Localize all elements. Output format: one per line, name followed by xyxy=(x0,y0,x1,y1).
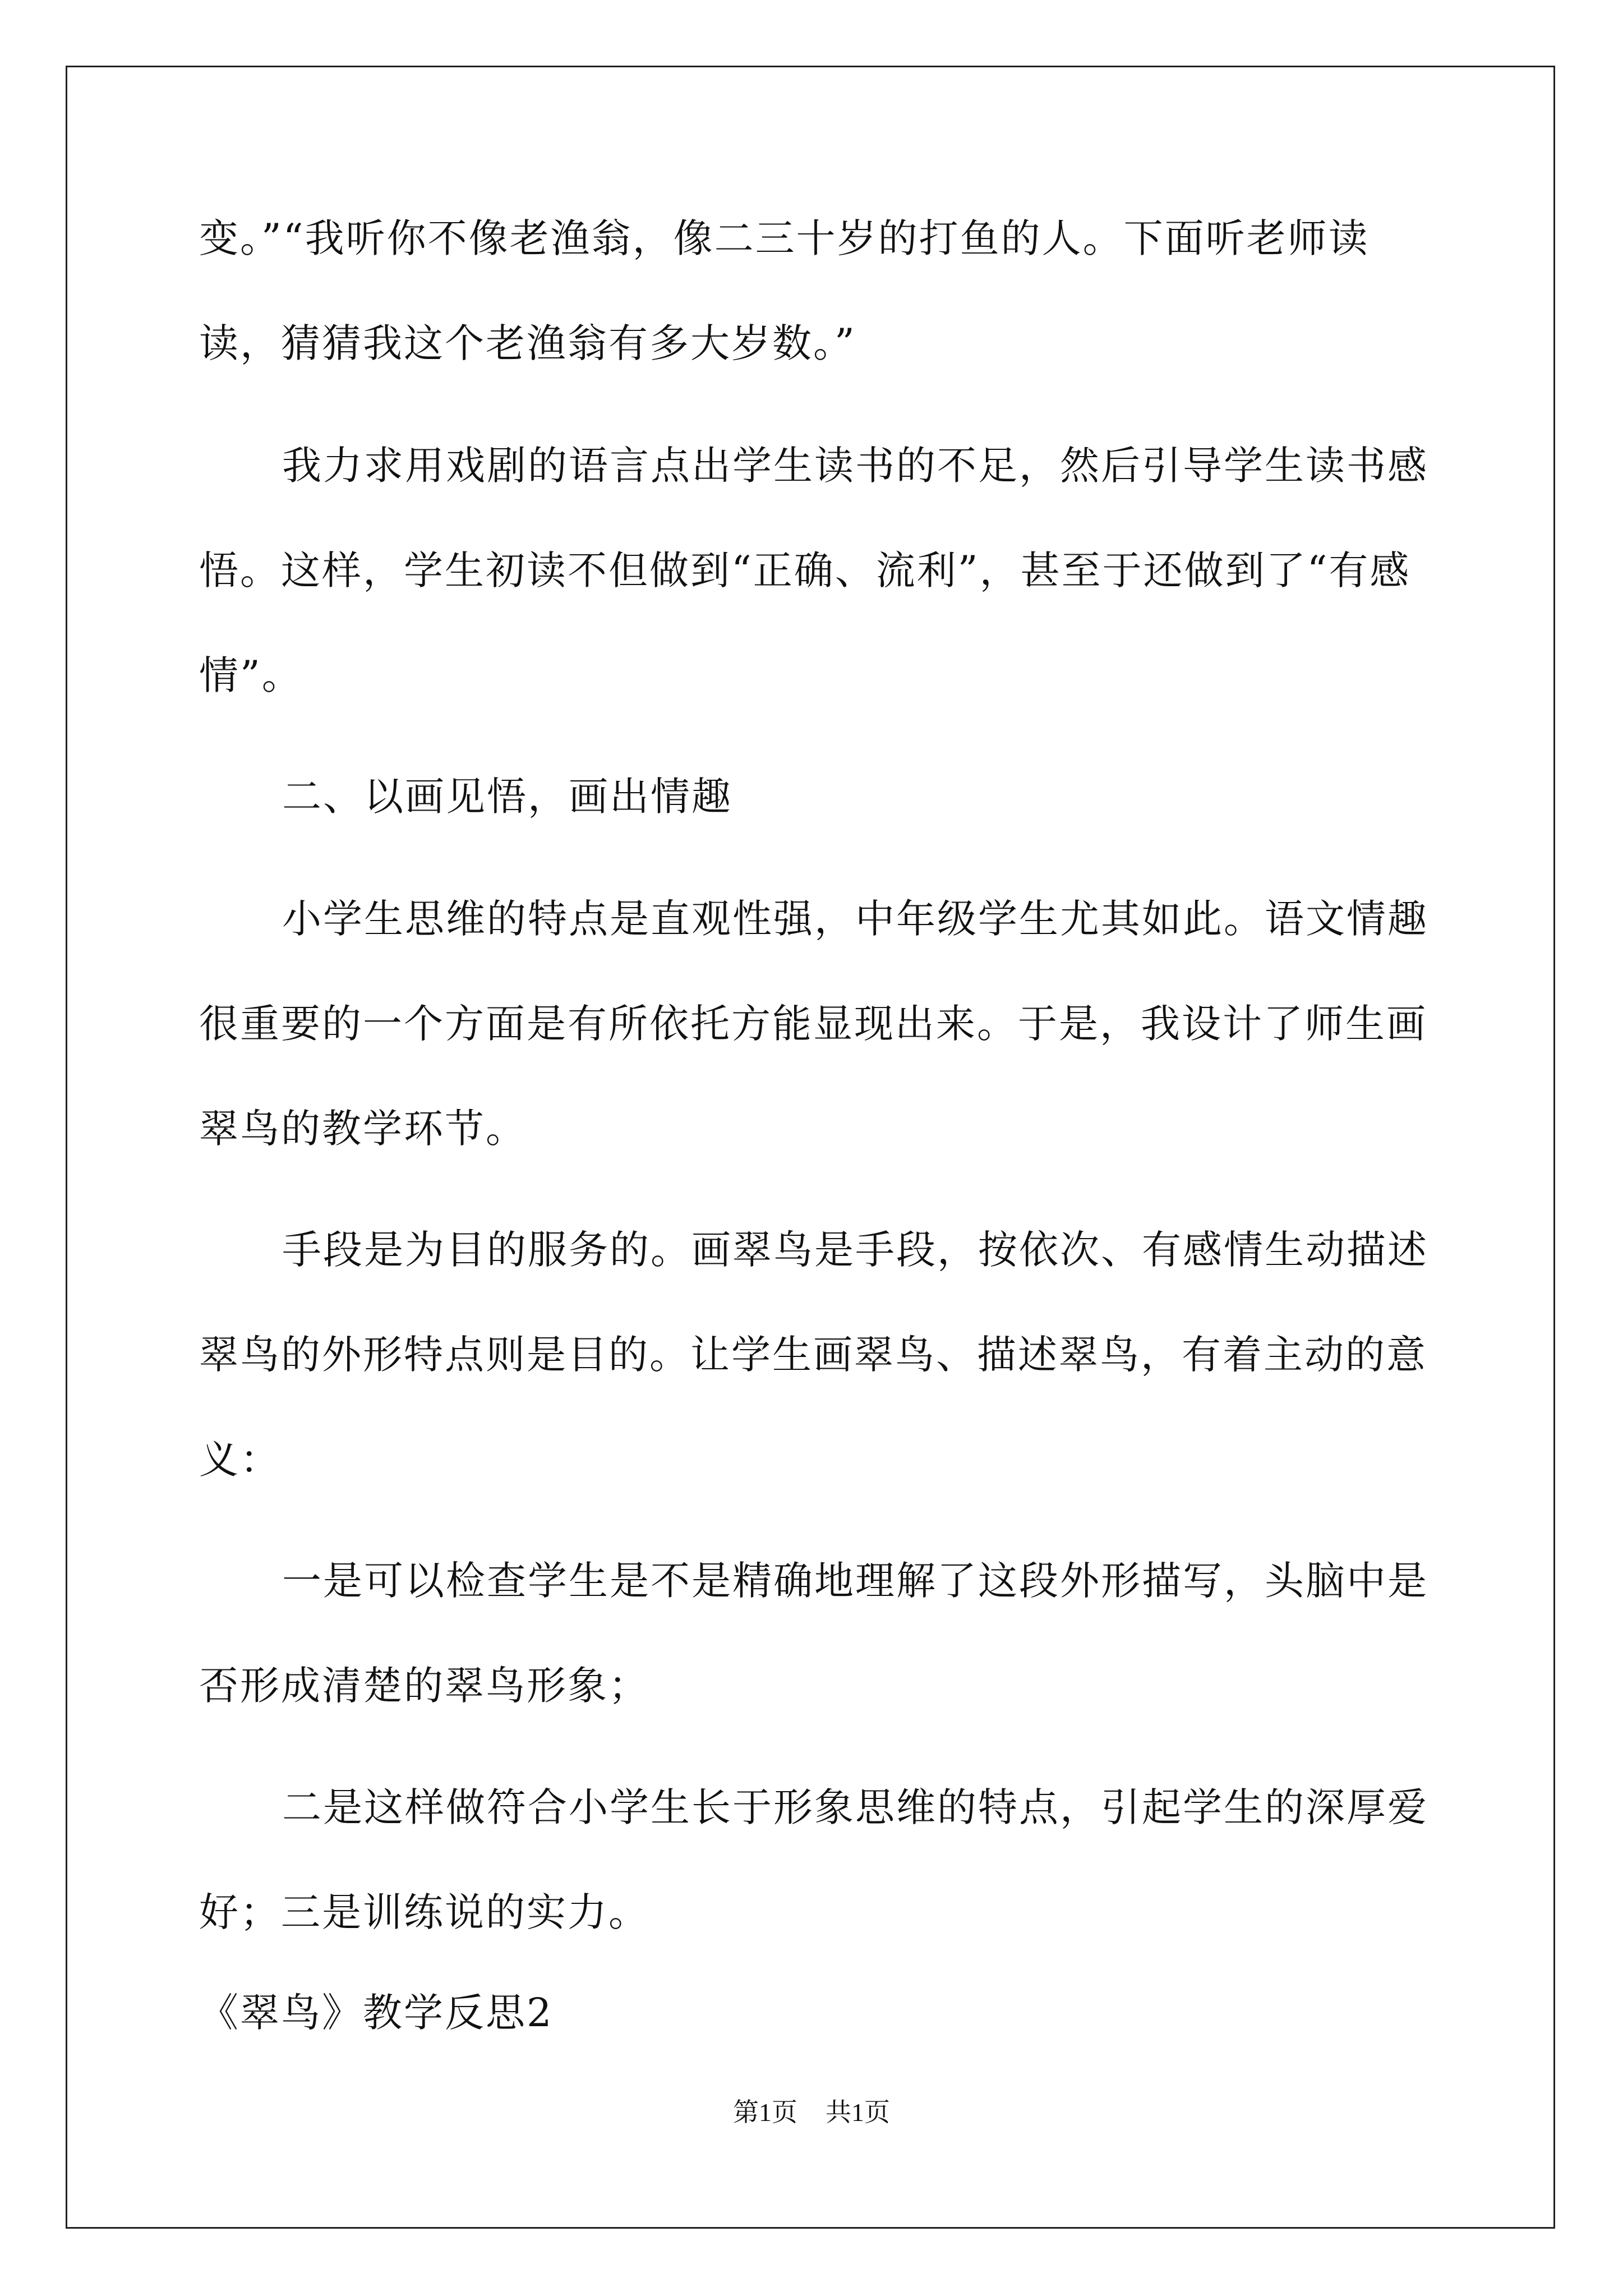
text-line: 翠鸟的外形特点则是目的。让学生画翠鸟、描述翠鸟，有着主动的意 xyxy=(199,1332,1427,1378)
page-number-total: 共1页 xyxy=(826,2098,890,2127)
article-title: 《翠鸟》教学反思2 xyxy=(199,1990,554,2036)
text-line: 情”。 xyxy=(199,652,303,698)
text-line: 很重要的一个方面是有所依托方能显现出来。于是，我设计了师生画 xyxy=(199,1001,1427,1047)
text-line: 变。”“我听你不像老渔翁，像二三十岁的打鱼的人。下面听老师读 xyxy=(199,215,1370,261)
text-line: 读，猜猜我这个老渔翁有多大岁数。” xyxy=(199,320,856,366)
text-line: 否形成清楚的翠鸟形象； xyxy=(199,1663,649,1709)
paragraph-start: 手段是为目的服务的。画翠鸟是手段，按依次、有感情生动描述 xyxy=(282,1227,1428,1273)
text-line: 好；三是训练说的实力。 xyxy=(199,1889,649,1935)
paragraph-start: 二是这样做符合小学生长于形象思维的特点，引起学生的深厚爱 xyxy=(282,1784,1428,1830)
page-number-current: 第1页 xyxy=(733,2098,797,2127)
text-line: 义： xyxy=(199,1437,281,1483)
text-line: 悟。这样，学生初读不但做到“正确、流利”，甚至于还做到了“有感 xyxy=(199,547,1411,593)
section-heading: 二、以画见悟，画出情趣 xyxy=(282,774,732,820)
paragraph-start: 小学生思维的特点是直观性强，中年级学生尤其如此。语文情趣 xyxy=(282,896,1428,942)
paragraph-start: 一是可以检查学生是不是精确地理解了这段外形描写，头脑中是 xyxy=(282,1558,1428,1604)
page-footer xyxy=(0,2097,1623,2128)
text-line: 翠鸟的教学环节。 xyxy=(199,1106,527,1152)
paragraph-start: 我力求用戏剧的语言点出学生读书的不足，然后引导学生读书感 xyxy=(282,443,1428,489)
